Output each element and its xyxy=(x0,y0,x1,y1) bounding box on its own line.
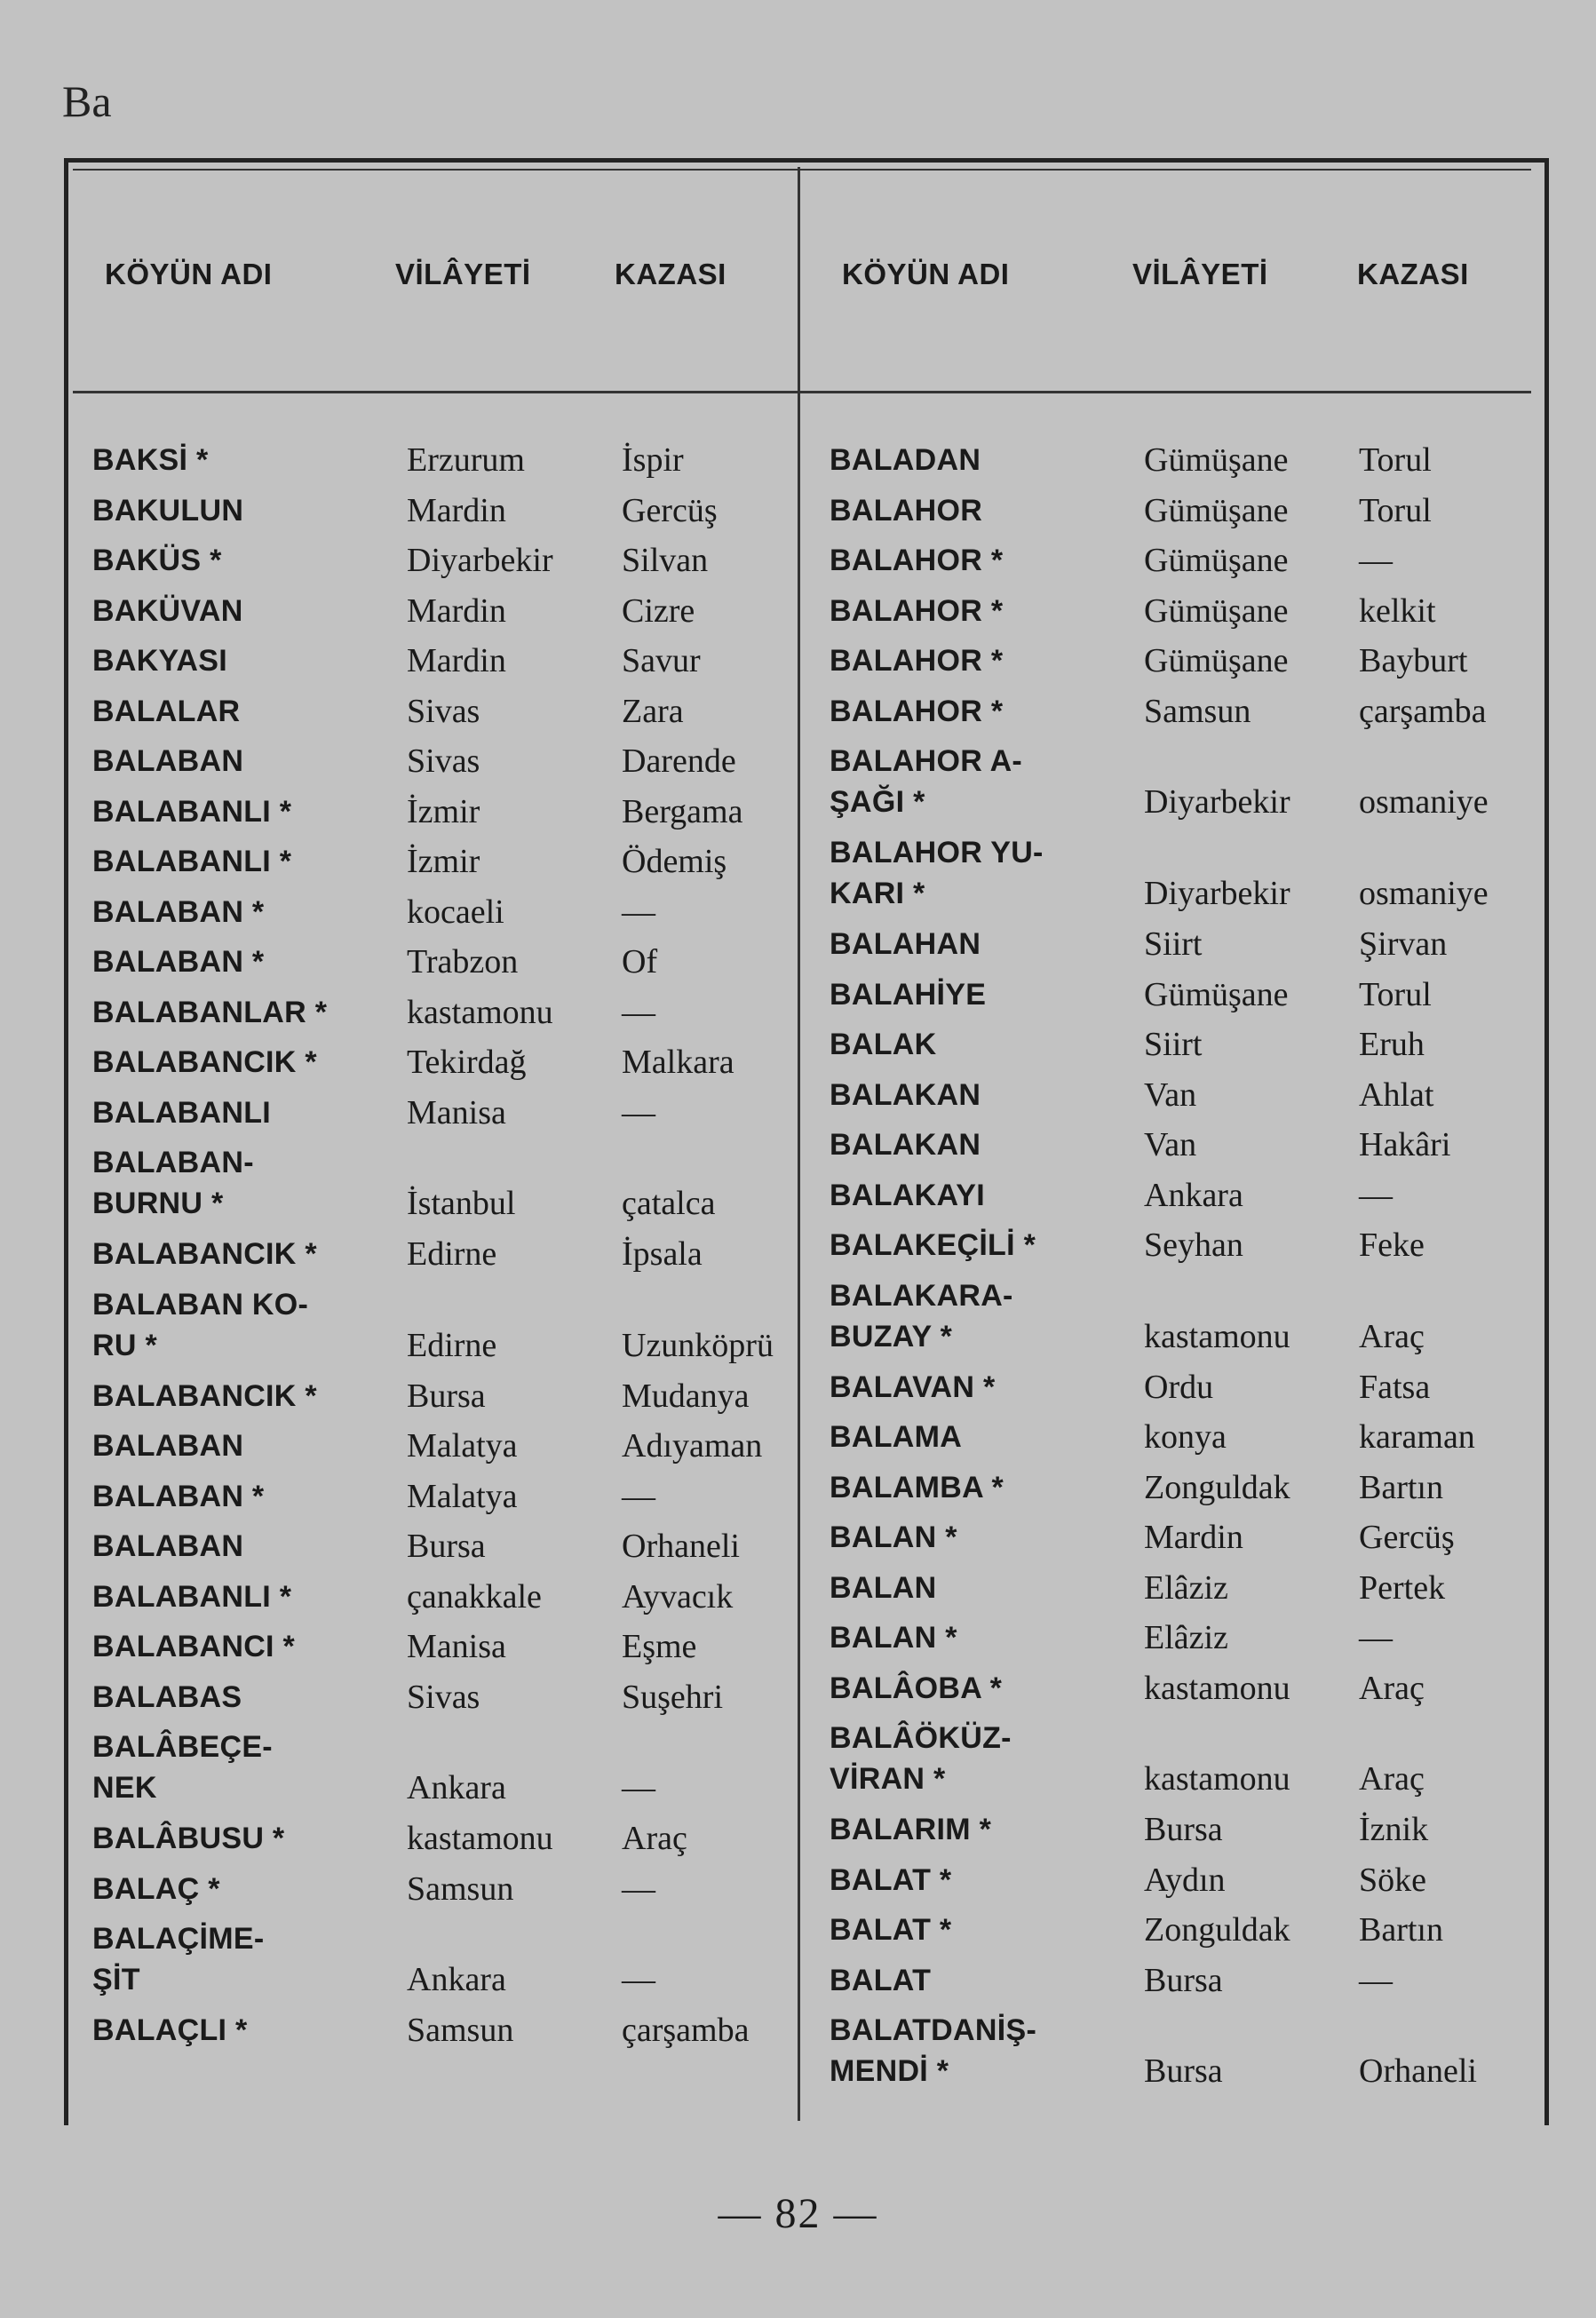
village-name: BALAKAN xyxy=(830,1077,981,1112)
vilayet-cell: Bursa xyxy=(1144,2052,1223,2090)
table-row xyxy=(89,1476,817,1527)
village-name: BALABAN xyxy=(92,1429,244,1463)
kaza-cell: Ahlat xyxy=(1359,1076,1434,1114)
kaza-cell: — xyxy=(1359,1961,1393,1999)
kaza-cell: Söke xyxy=(1359,1861,1426,1899)
village-name: BAKSİ * xyxy=(92,443,209,477)
vilayet-cell: Samsun xyxy=(407,1869,514,1908)
vilayet-cell: Gümüşane xyxy=(1144,542,1289,579)
table-row xyxy=(89,591,817,641)
kaza-cell: Ödemiş xyxy=(622,843,727,880)
kaza-cell: Bergama xyxy=(622,792,743,830)
kaza-cell: Zara xyxy=(622,692,684,730)
vilayet-cell: Zonguldak xyxy=(1144,1468,1290,1506)
table-row xyxy=(89,1818,817,1869)
village-name: BALAT xyxy=(830,1963,932,1997)
table-row xyxy=(826,1809,1554,1860)
village-name: BALABANLI * xyxy=(92,794,292,829)
table-row xyxy=(826,1909,1554,1960)
vilayet-cell: Malatya xyxy=(407,1477,518,1515)
village-name: BALABAN KO- RU * xyxy=(92,1287,309,1362)
kaza-cell: Adıyaman xyxy=(622,1427,763,1465)
vilayet-cell: Gümüşane xyxy=(1144,975,1289,1013)
table-row xyxy=(826,1075,1554,1125)
vilayet-cell: Mardin xyxy=(407,591,506,630)
vilayet-cell: konya xyxy=(1144,1418,1227,1456)
table-row xyxy=(826,924,1554,974)
table-row xyxy=(89,1142,817,1234)
table-row xyxy=(826,1617,1554,1668)
left-rows xyxy=(89,440,817,2060)
vilayet-cell: Gümüşane xyxy=(1144,642,1289,679)
kaza-cell: Cizre xyxy=(622,591,695,630)
kaza-cell: — xyxy=(1359,1176,1393,1214)
kaza-cell: Araç xyxy=(1359,1317,1425,1355)
table-row xyxy=(826,741,1554,832)
village-name: BALAHOR YU- KARI * xyxy=(830,836,1044,910)
kaza-cell: — xyxy=(622,1961,655,1998)
village-name: BALADAN xyxy=(830,443,981,477)
table-row xyxy=(89,2010,817,2060)
vilayet-cell: Samsun xyxy=(1144,692,1251,730)
vilayet-cell: Sivas xyxy=(407,742,480,780)
village-name: BALAÇ * xyxy=(92,1871,220,1906)
vilayet-cell: Tekirdağ xyxy=(407,1044,527,1081)
table-row xyxy=(89,841,817,892)
vilayet-cell: Malatya xyxy=(407,1427,518,1465)
kaza-cell: Of xyxy=(622,943,658,980)
table-row xyxy=(826,540,1554,591)
right-rows xyxy=(826,440,1554,2101)
village-name: BALAN * xyxy=(830,1520,957,1554)
village-name: BALABAN xyxy=(92,744,244,778)
vilayet-cell: Edirne xyxy=(407,1235,497,1273)
kaza-cell: Torul xyxy=(1359,491,1432,529)
table-row xyxy=(826,1024,1554,1075)
kaza-cell: Pertek xyxy=(1359,1568,1446,1607)
table-row xyxy=(826,2010,1554,2101)
vilayet-cell: İstanbul xyxy=(407,1185,516,1222)
table-row xyxy=(826,1718,1554,1809)
village-name: BALABAS xyxy=(92,1679,242,1714)
table-row xyxy=(89,992,817,1043)
kaza-cell: karaman xyxy=(1359,1418,1475,1456)
table-row xyxy=(89,1425,817,1476)
header-vilayeti: VİLÂYETİ xyxy=(1132,258,1268,290)
village-name: BALAHİYE xyxy=(830,977,987,1012)
kaza-cell: Silvan xyxy=(622,542,709,579)
vilayet-cell: Elâziz xyxy=(1144,1619,1228,1656)
kaza-cell: çarşamba xyxy=(1359,692,1487,730)
vilayet-cell: Bursa xyxy=(407,1528,486,1565)
village-name: BALATDANİŞ- MENDİ * xyxy=(830,2013,1037,2088)
header-rule xyxy=(73,391,1531,393)
kaza-cell: Eşme xyxy=(622,1628,697,1665)
table-row xyxy=(89,1092,817,1143)
vilayet-cell: Ankara xyxy=(407,1769,506,1806)
vilayet-cell: çanakkale xyxy=(407,1577,542,1615)
vilayet-cell: kocaeli xyxy=(407,893,504,931)
table-row xyxy=(826,1124,1554,1175)
village-name: BALALAR xyxy=(92,694,241,728)
vilayet-cell: Gümüşane xyxy=(1144,491,1289,529)
table-row xyxy=(826,640,1554,691)
village-name: BALABANLI * xyxy=(92,1579,292,1614)
vilayet-cell: Manisa xyxy=(407,1093,506,1131)
vilayet-cell: Siirt xyxy=(1144,925,1203,963)
vilayet-cell: Trabzon xyxy=(407,943,519,980)
kaza-cell: — xyxy=(1359,1619,1393,1656)
kaza-cell: Torul xyxy=(1359,441,1432,479)
village-name: BALAKEÇİLİ * xyxy=(830,1228,1036,1262)
vilayet-cell: Manisa xyxy=(407,1628,506,1665)
table-row xyxy=(89,1677,817,1727)
table-row xyxy=(89,1042,817,1092)
village-name: BALABANCI * xyxy=(92,1630,296,1663)
kaza-cell: İspir xyxy=(622,441,684,479)
table-row xyxy=(826,440,1554,490)
table-row xyxy=(89,1576,817,1627)
village-name: BALAHOR * xyxy=(830,644,1004,678)
table-row xyxy=(826,591,1554,641)
village-name: BALAKARA- BUZAY * xyxy=(830,1278,1013,1353)
vilayet-cell: İzmir xyxy=(407,792,480,830)
table-row xyxy=(826,490,1554,541)
table-row xyxy=(89,1376,817,1426)
frame-inner-rule xyxy=(73,169,1531,171)
table-row xyxy=(89,892,817,942)
kaza-cell: — xyxy=(622,1477,655,1515)
kaza-cell: Suşehri xyxy=(622,1678,723,1716)
vilayet-cell: Siirt xyxy=(1144,1026,1203,1063)
kaza-cell: — xyxy=(622,893,655,931)
village-name: BALAHOR * xyxy=(830,593,1004,628)
village-name: BALAHAN xyxy=(830,927,981,961)
village-name: BALAN xyxy=(830,1570,937,1605)
vilayet-cell: Mardin xyxy=(407,642,506,679)
village-name: BALÂOBA * xyxy=(830,1671,1003,1705)
village-name: BALAMA xyxy=(830,1420,963,1454)
vilayet-cell: Erzurum xyxy=(407,441,525,479)
table-row xyxy=(826,1175,1554,1226)
village-name: BALABANLI * xyxy=(92,845,292,878)
vilayet-cell: Sivas xyxy=(407,1678,480,1716)
village-name: BALÂBUSU * xyxy=(92,1822,285,1855)
table-row xyxy=(826,1275,1554,1367)
kaza-cell: Malkara xyxy=(622,1044,734,1081)
kaza-cell: Bayburt xyxy=(1359,642,1468,679)
village-name: BALARIM * xyxy=(830,1813,992,1846)
table-row xyxy=(826,1367,1554,1417)
kaza-cell: Şirvan xyxy=(1359,925,1448,963)
village-name: BALABAN * xyxy=(92,1479,265,1513)
kaza-cell: Orhaneli xyxy=(622,1528,740,1565)
vilayet-cell: Diyarbekir xyxy=(407,542,553,579)
village-name: BALABAN xyxy=(92,1529,244,1563)
kaza-cell: çarşamba xyxy=(622,2012,750,2049)
village-name: BALAT * xyxy=(830,1913,952,1947)
table-row xyxy=(826,1568,1554,1618)
kaza-cell: Hakâri xyxy=(1359,1126,1451,1163)
table-row xyxy=(89,791,817,842)
kaza-cell: — xyxy=(622,1869,655,1908)
table-row xyxy=(826,1517,1554,1568)
village-name: BALABANCIK * xyxy=(92,1378,317,1413)
kaza-cell: Bartın xyxy=(1359,1468,1443,1506)
kaza-cell: çatalca xyxy=(622,1185,716,1222)
village-name: BALABAN * xyxy=(92,894,265,929)
village-name: BALÂBEÇE- NEK xyxy=(92,1730,273,1805)
table-row xyxy=(89,540,817,591)
vilayet-cell: Sivas xyxy=(407,692,480,730)
kaza-cell: Orhaneli xyxy=(1359,2052,1477,2090)
kaza-cell: Araç xyxy=(622,1820,687,1857)
table-row xyxy=(89,1918,817,2010)
vilayet-cell: Bursa xyxy=(1144,1811,1223,1848)
table-row xyxy=(89,490,817,541)
table-row xyxy=(89,1626,817,1677)
village-name: BALABANLI xyxy=(92,1095,272,1130)
table-row xyxy=(826,974,1554,1025)
vilayet-cell: kastamonu xyxy=(1144,1669,1290,1707)
kaza-cell: Fatsa xyxy=(1359,1368,1431,1406)
vilayet-cell: kastamonu xyxy=(407,1820,553,1857)
kaza-cell: Mudanya xyxy=(622,1377,750,1415)
vilayet-cell: Mardin xyxy=(1144,1519,1243,1556)
vilayet-cell: Zonguldak xyxy=(1144,1911,1290,1949)
kaza-cell: Araç xyxy=(1359,1760,1425,1798)
kaza-cell: — xyxy=(622,1093,655,1131)
vilayet-cell: Van xyxy=(1144,1076,1197,1114)
table-row xyxy=(89,1234,817,1284)
vilayet-cell: Edirne xyxy=(407,1326,497,1364)
vilayet-cell: Gümüşane xyxy=(1144,441,1289,479)
kaza-cell: kelkit xyxy=(1359,591,1436,630)
village-name: BAKYASI xyxy=(92,644,227,678)
kaza-cell: — xyxy=(622,993,655,1031)
table-row xyxy=(89,941,817,992)
vilayet-cell: İzmir xyxy=(407,843,480,880)
table-row xyxy=(89,1869,817,1919)
vilayet-cell: Diyarbekir xyxy=(1144,875,1290,912)
vilayet-cell: kastamonu xyxy=(1144,1317,1290,1355)
village-name: BALAHOR * xyxy=(830,544,1004,577)
vilayet-cell: Ankara xyxy=(1144,1176,1243,1214)
village-name: BALAÇİME- ŞİT xyxy=(92,1922,265,1996)
village-name: BAKÜVAN xyxy=(92,593,243,628)
village-name: BAKULUN xyxy=(92,493,244,528)
kaza-cell: İznik xyxy=(1359,1811,1429,1848)
header-vilayeti: VİLÂYETİ xyxy=(395,258,531,290)
kaza-cell: Gercüş xyxy=(1359,1519,1455,1556)
vilayet-cell: Ordu xyxy=(1144,1368,1214,1406)
vilayet-cell: Bursa xyxy=(1144,1961,1223,1999)
vilayet-cell: Bursa xyxy=(407,1377,486,1415)
table-row xyxy=(826,1417,1554,1467)
kaza-cell: Darende xyxy=(622,742,736,780)
table-row xyxy=(89,1284,817,1376)
kaza-cell: Eruh xyxy=(1359,1026,1425,1063)
kaza-cell: Bartın xyxy=(1359,1911,1443,1949)
kaza-cell: osmaniye xyxy=(1359,875,1489,912)
vilayet-cell: Seyhan xyxy=(1144,1226,1243,1264)
vilayet-cell: Mardin xyxy=(407,491,506,529)
kaza-cell: Savur xyxy=(622,642,701,679)
table-row xyxy=(89,640,817,691)
table-row xyxy=(89,1526,817,1576)
header-kazasi: KAZASI xyxy=(1357,258,1469,290)
table-row xyxy=(89,1727,817,1818)
kaza-cell: Feke xyxy=(1359,1226,1425,1264)
kaza-cell: Ayvacık xyxy=(622,1577,734,1615)
village-name: BALAHOR A- ŞAĞI * xyxy=(830,744,1023,819)
kaza-cell: Araç xyxy=(1359,1669,1425,1707)
table-row xyxy=(826,1225,1554,1275)
village-name: BALAKAYI xyxy=(830,1178,985,1212)
kaza-cell: osmaniye xyxy=(1359,783,1489,821)
village-name: BAKÜS * xyxy=(92,544,222,577)
village-name: BALAVAN * xyxy=(830,1369,996,1404)
village-name: BALABAN- BURNU * xyxy=(92,1146,254,1220)
vilayet-cell: kastamonu xyxy=(407,993,553,1031)
section-marker: Ba xyxy=(62,76,112,126)
village-name: BALABANLAR * xyxy=(92,995,328,1029)
village-name: BALABANCIK * xyxy=(92,1237,317,1271)
kaza-cell: — xyxy=(622,1769,655,1806)
kaza-cell: Gercüş xyxy=(622,491,718,529)
vilayet-cell: Diyarbekir xyxy=(1144,783,1290,821)
table-row xyxy=(89,741,817,791)
header-kazasi: KAZASI xyxy=(615,258,727,290)
header-koyun-adi: KÖYÜN ADI xyxy=(842,258,1010,290)
village-name: BALÂÖKÜZ- VİRAN * xyxy=(830,1721,1012,1796)
vilayet-cell: kastamonu xyxy=(1144,1760,1290,1798)
village-name: BALAHOR xyxy=(830,493,983,528)
table-row xyxy=(826,1467,1554,1518)
village-name: BALAÇLI * xyxy=(92,2013,248,2047)
kaza-cell: — xyxy=(1359,542,1393,579)
vilayet-cell: Gümüşane xyxy=(1144,591,1289,630)
table-row xyxy=(826,1960,1554,2011)
village-name: BALABANCIK * xyxy=(92,1045,317,1079)
village-name: BALAHOR * xyxy=(830,694,1004,728)
vilayet-cell: Samsun xyxy=(407,2012,514,2049)
village-name: BALAK xyxy=(830,1028,937,1061)
kaza-cell: İpsala xyxy=(622,1235,703,1273)
village-name: BALAMBA * xyxy=(830,1470,1004,1504)
vilayet-cell: Ankara xyxy=(407,1961,506,1998)
table-row xyxy=(89,691,817,742)
table-row xyxy=(826,1860,1554,1910)
table-row xyxy=(89,440,817,490)
table-row xyxy=(826,1668,1554,1719)
table-row xyxy=(826,691,1554,742)
vilayet-cell: Elâziz xyxy=(1144,1568,1228,1607)
vilayet-cell: Aydın xyxy=(1144,1861,1226,1899)
village-name: BALABAN * xyxy=(92,945,265,979)
vilayet-cell: Van xyxy=(1144,1126,1197,1163)
kaza-cell: Uzunköprü xyxy=(622,1326,774,1364)
table-row xyxy=(826,832,1554,924)
kaza-cell: Torul xyxy=(1359,975,1432,1013)
page-number: — 82 — xyxy=(718,2190,878,2237)
header-koyun-adi: KÖYÜN ADI xyxy=(105,258,273,290)
village-name: BALAT * xyxy=(830,1862,952,1897)
village-name: BALAN * xyxy=(830,1621,957,1655)
village-name: BALAKAN xyxy=(830,1128,981,1162)
